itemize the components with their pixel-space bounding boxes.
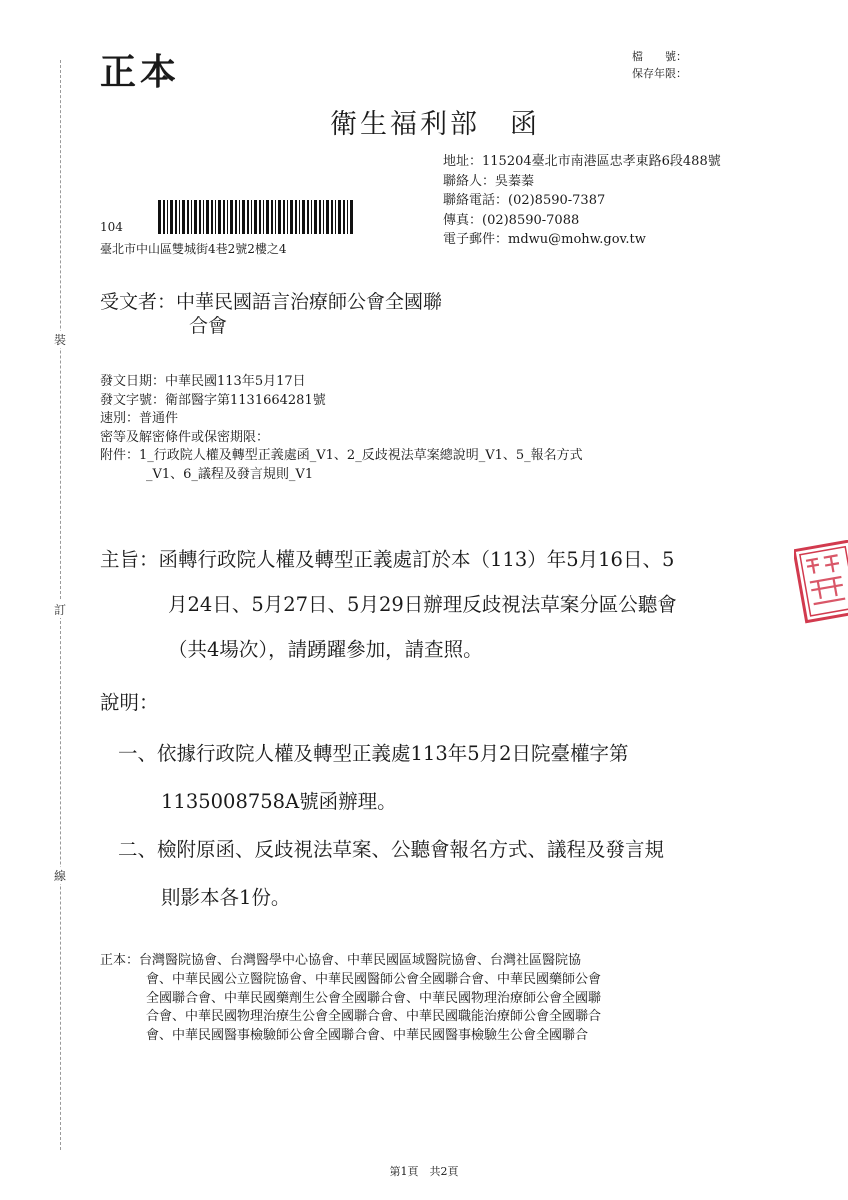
security-level: 密等及解密條件或保密期限： bbox=[100, 429, 270, 445]
attachments-line-1: 附件：1_行政院人權及轉型正義處函_V1、2_反歧視法草案總說明_V1、5_報名方式 bbox=[100, 448, 583, 463]
sender-phone: 聯絡電話：(02)8590-7387 bbox=[443, 193, 606, 208]
sender-contact: 聯絡人：吳蓁蓁 bbox=[443, 173, 535, 189]
cc-line-3: 全國聯合會、中華民國藥劑生公會全國聯合會、中華民國物理治療師公會全國聯 bbox=[146, 990, 602, 1006]
original-copy-mark: 正本 bbox=[100, 51, 181, 93]
sender-fax: 傳真：(02)8590-7088 bbox=[443, 212, 580, 228]
sender-address: 地址：115204臺北市南港區忠孝東路6段488號 bbox=[443, 154, 721, 169]
cc-line-2: 會、中華民國公立醫院協會、中華民國醫師公會全國聯合會、中華民國藥師公會 bbox=[146, 971, 602, 987]
binding-mark-ding: 訂 bbox=[54, 603, 67, 617]
subject-line-3: （共4場次），請踴躍參加，請查照。 bbox=[168, 638, 483, 661]
attachments-line-2: _V1、6_議程及發言規則_V1 bbox=[146, 466, 314, 482]
binding-mark-zhuang: 裝 bbox=[54, 333, 67, 347]
page-number: 第1頁 共2頁 bbox=[389, 1165, 459, 1178]
item-1-line-2: 1135008758A號函辦理。 bbox=[161, 790, 397, 813]
explanation-item-1 bbox=[118, 730, 629, 826]
file-number-label: 檔 號： bbox=[632, 50, 687, 63]
recipient-zip: 104 bbox=[100, 220, 123, 234]
item-2-line-1: 二、檢附原函、反歧視法草案、公聽會報名方式、議程及發言規 bbox=[118, 838, 665, 861]
distribution-list bbox=[100, 952, 601, 1046]
document-meta bbox=[100, 373, 583, 484]
item-1-line-1: 一、依據行政院人權及轉型正義處113年5月2日院臺權字第 bbox=[118, 742, 629, 765]
sender-email: 電子郵件：mdwu@mohw.gov.tw bbox=[443, 232, 646, 247]
recipient-line-2: 合會 bbox=[189, 315, 228, 337]
cc-line-1: 正本：台灣醫院協會、台灣醫學中心協會、中華民國區域醫院協會、台灣社區醫院協 bbox=[100, 953, 582, 968]
recipient-block bbox=[100, 290, 442, 338]
cc-line-4: 合會、中華民國物理治療生公會全國聯合會、中華民國職能治療師公會全國聯合 bbox=[146, 1009, 602, 1025]
explanation-heading: 說明： bbox=[100, 691, 159, 714]
sender-info bbox=[443, 152, 721, 250]
explanation-item-2 bbox=[118, 826, 664, 922]
official-seal-stamp bbox=[794, 540, 848, 624]
recipient-line-1: 受文者：中華民國語言治療師公會全國聯 bbox=[100, 291, 443, 313]
subject-line-2: 月24日、5月27日、5月29日辦理反歧視法草案分區公聽會 bbox=[168, 593, 677, 616]
delivery-speed: 速別：普通件 bbox=[100, 411, 179, 426]
recipient-address: 臺北市中山區雙城街4巷2號2樓之4 bbox=[100, 242, 287, 256]
issue-date: 發文日期：中華民國113年5月17日 bbox=[100, 374, 306, 389]
binding-mark-xian: 線 bbox=[54, 869, 67, 883]
archive-info bbox=[632, 48, 687, 82]
document-title: 衛生福利部 函 bbox=[330, 109, 540, 140]
barcode bbox=[158, 200, 356, 234]
subject-line-1: 主旨：函轉行政院人權及轉型正義處訂於本（113）年5月16日、5 bbox=[100, 548, 675, 571]
issue-number: 發文字號：衛部醫字第1131664281號 bbox=[100, 392, 326, 408]
item-2-line-2: 則影本各1份。 bbox=[161, 886, 291, 909]
retention-label: 保存年限： bbox=[632, 67, 687, 80]
cc-line-5: 會、中華民國醫事檢驗師公會全國聯合會、中華民國醫事檢驗生公會全國聯合 bbox=[146, 1028, 589, 1044]
subject-block bbox=[100, 537, 677, 672]
